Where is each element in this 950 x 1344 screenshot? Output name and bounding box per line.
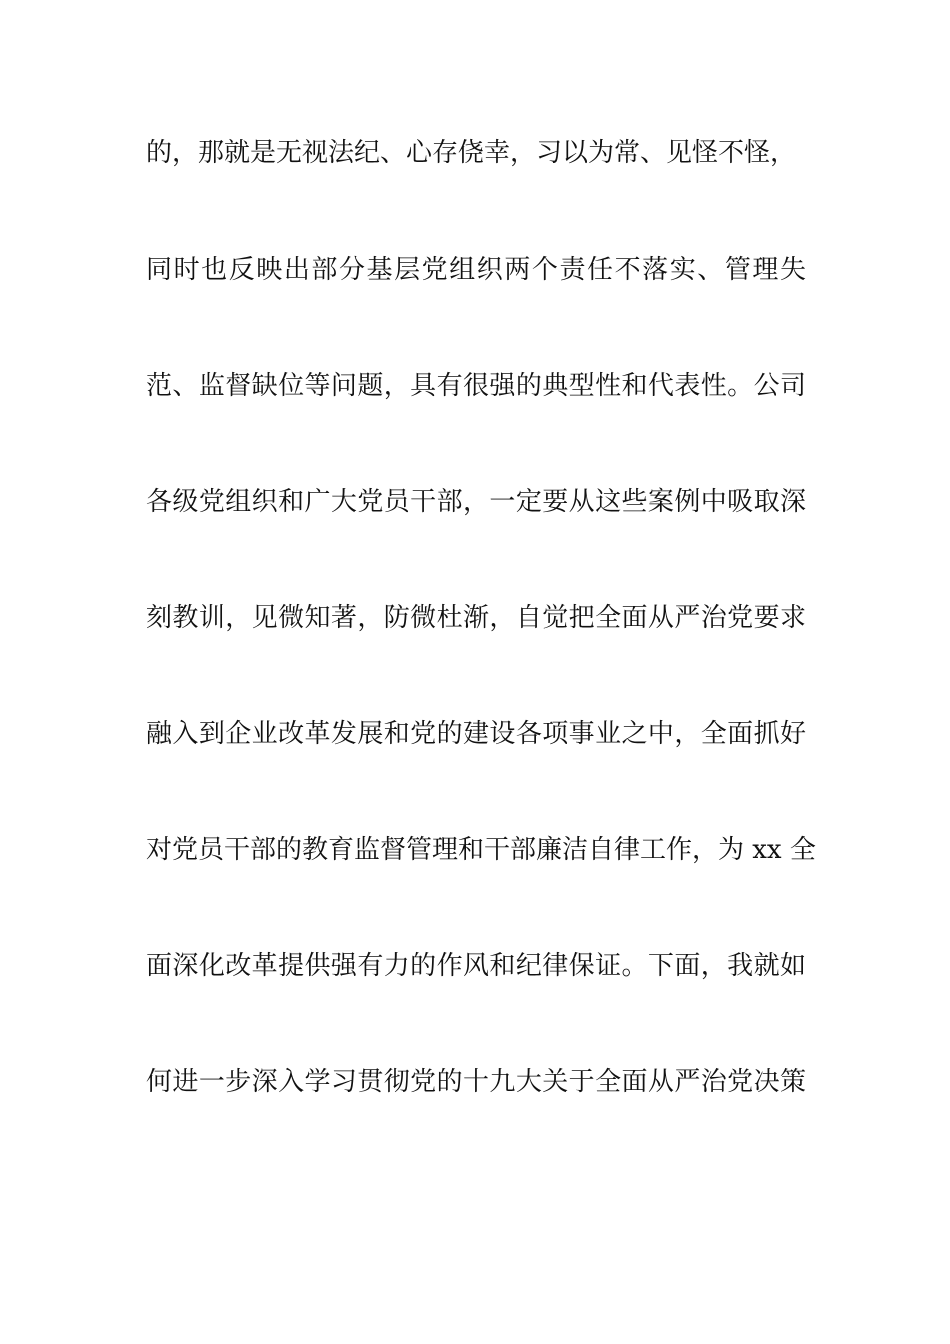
body-text-line: 对党员干部的教育监督管理和干部廉洁自律工作，为 xx 全 bbox=[146, 835, 816, 865]
body-text-line: 范、监督缺位等问题，具有很强的典型性和代表性。公司 bbox=[146, 371, 806, 401]
body-text-line: 融入到企业改革发展和党的建设各项事业之中，全面抓好 bbox=[146, 719, 806, 749]
body-text-line: 各级党组织和广大党员干部，一定要从这些案例中吸取深 bbox=[146, 487, 806, 517]
body-text-line: 面深化改革提供强有力的作风和纪律保证。下面，我就如 bbox=[146, 951, 806, 981]
body-text-line: 的，那就是无视法纪、心存侥幸，习以为常、见怪不怪， bbox=[146, 138, 797, 168]
body-text-line: 刻教训，见微知著，防微杜渐，自觉把全面从严治党要求 bbox=[146, 603, 806, 633]
body-text-line: 同时也反映出部分基层党组织两个责任不落实、管理失 bbox=[146, 255, 806, 285]
body-text-line: 何进一步深入学习贯彻党的十九大关于全面从严治党决策 bbox=[146, 1067, 806, 1097]
